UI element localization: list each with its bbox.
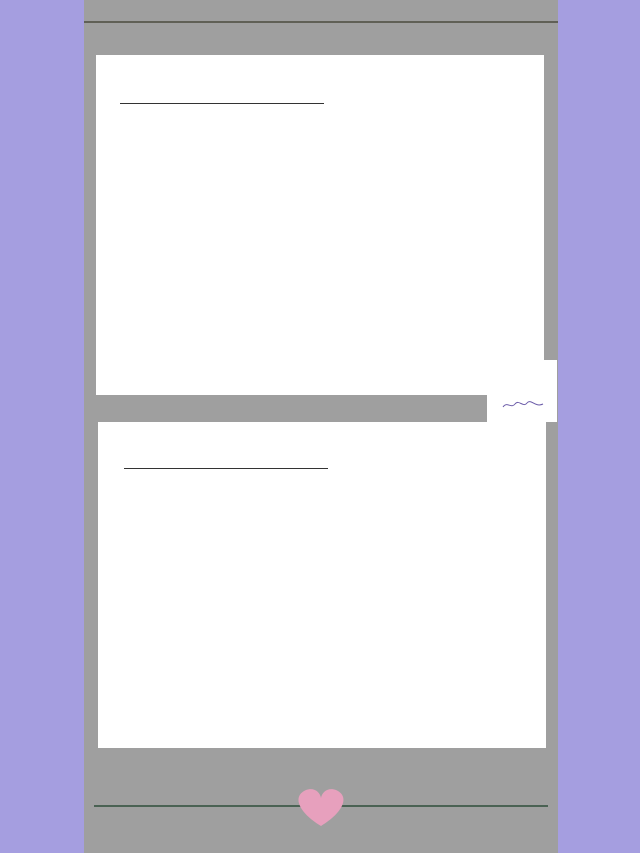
leaf-garland-bottom-icon: [84, 760, 558, 853]
dzikir-card-1: [96, 55, 544, 395]
footnote-divider: [120, 103, 324, 104]
heart-icon: [299, 789, 344, 826]
dzikir-card-2: [98, 422, 546, 748]
logo-signature-icon: [501, 400, 545, 410]
footnote-divider: [124, 468, 328, 469]
husyahani-logo: [487, 360, 557, 422]
leaf-garland-top-icon: [84, 0, 558, 50]
